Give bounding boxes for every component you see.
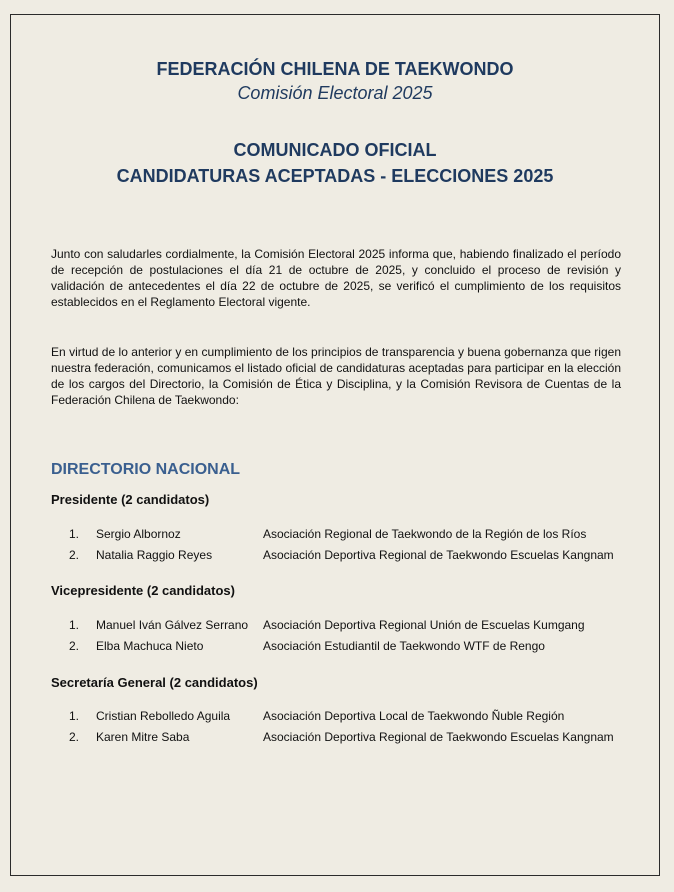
candidate-name: Sergio Albornoz — [96, 527, 181, 541]
candidate-association: Asociación Deportiva Local de Taekwondo Ñuble Región — [263, 709, 565, 723]
candidate-number: 1. — [69, 618, 80, 632]
role-heading-presidente: Presidente (2 candidatos) — [51, 492, 210, 507]
communique-subtitle: CANDIDATURAS ACEPTADAS - ELECCIONES 2025 — [116, 166, 554, 186]
candidate-number: 1. — [69, 527, 80, 541]
candidate-name: Manuel Iván Gálvez Serrano — [96, 618, 249, 632]
candidate-association: Asociación Regional de Taekwondo de la Región de los Ríos — [263, 527, 587, 541]
candidate-number: 2. — [69, 548, 80, 562]
commission-subtitle: Comisión Electoral 2025 — [237, 83, 433, 103]
candidate-list-secretaria-general — [11, 708, 659, 750]
organization-title: FEDERACIÓN CHILENA DE TAEKWONDO — [156, 59, 514, 79]
candidate-name: Natalia Raggio Reyes — [96, 548, 213, 562]
candidate-row — [11, 708, 659, 729]
intro-paragraph: Junto con saludarles cordialmente, la Comisión Electoral 2025 informa que, habiendo finalizado el período de recepción de postulaciones el día 21 de octubre de 2025, y concluido el proceso de revisión y validación de antecedentes el día 22 de octubre de 2025, se verificó el cumplimiento de los requisitos establecidos en el Reglamento Electoral vigente. — [51, 247, 621, 309]
section-title-directorio: DIRECTORIO NACIONAL — [51, 461, 241, 478]
candidate-list-presidente — [11, 526, 659, 568]
candidate-number: 2. — [69, 730, 80, 744]
candidate-name: Elba Machuca Nieto — [96, 639, 204, 653]
candidate-list-vicepresidente — [11, 617, 659, 659]
document-page — [10, 14, 660, 876]
candidate-name: Cristian Rebolledo Aguila — [96, 709, 231, 723]
candidate-row — [11, 617, 659, 638]
candidate-row — [11, 526, 659, 547]
candidate-association: Asociación Deportiva Regional Unión de Escuelas Kumgang — [263, 618, 585, 632]
candidate-row — [11, 547, 659, 568]
role-heading-vicepresidente: Vicepresidente (2 candidatos) — [51, 583, 235, 598]
candidate-name: Karen Mitre Saba — [96, 730, 190, 744]
candidate-number: 1. — [69, 709, 80, 723]
candidate-row — [11, 638, 659, 659]
candidate-number: 2. — [69, 639, 80, 653]
communique-title: COMUNICADO OFICIAL — [233, 140, 437, 160]
announcement-paragraph: En virtud de lo anterior y en cumplimiento de los principios de transparencia y buena gobernanza que rigen nuestra federación, comunicamos el listado oficial de candidaturas aceptadas para participar en la elección de los cargos del Directorio, la Comisión de Ética y Disciplina, y la Comisión Revisora de Cuentas de la Federación Chilena de Taekwondo: — [51, 345, 621, 407]
candidate-row — [11, 729, 659, 750]
role-heading-secretaria-general: Secretaría General (2 candidatos) — [51, 675, 258, 690]
candidate-association: Asociación Deportiva Regional de Taekwondo Escuelas Kangnam — [263, 730, 614, 744]
candidate-association: Asociación Estudiantil de Taekwondo WTF de Rengo — [263, 639, 545, 653]
candidate-association: Asociación Deportiva Regional de Taekwondo Escuelas Kangnam — [263, 548, 614, 562]
